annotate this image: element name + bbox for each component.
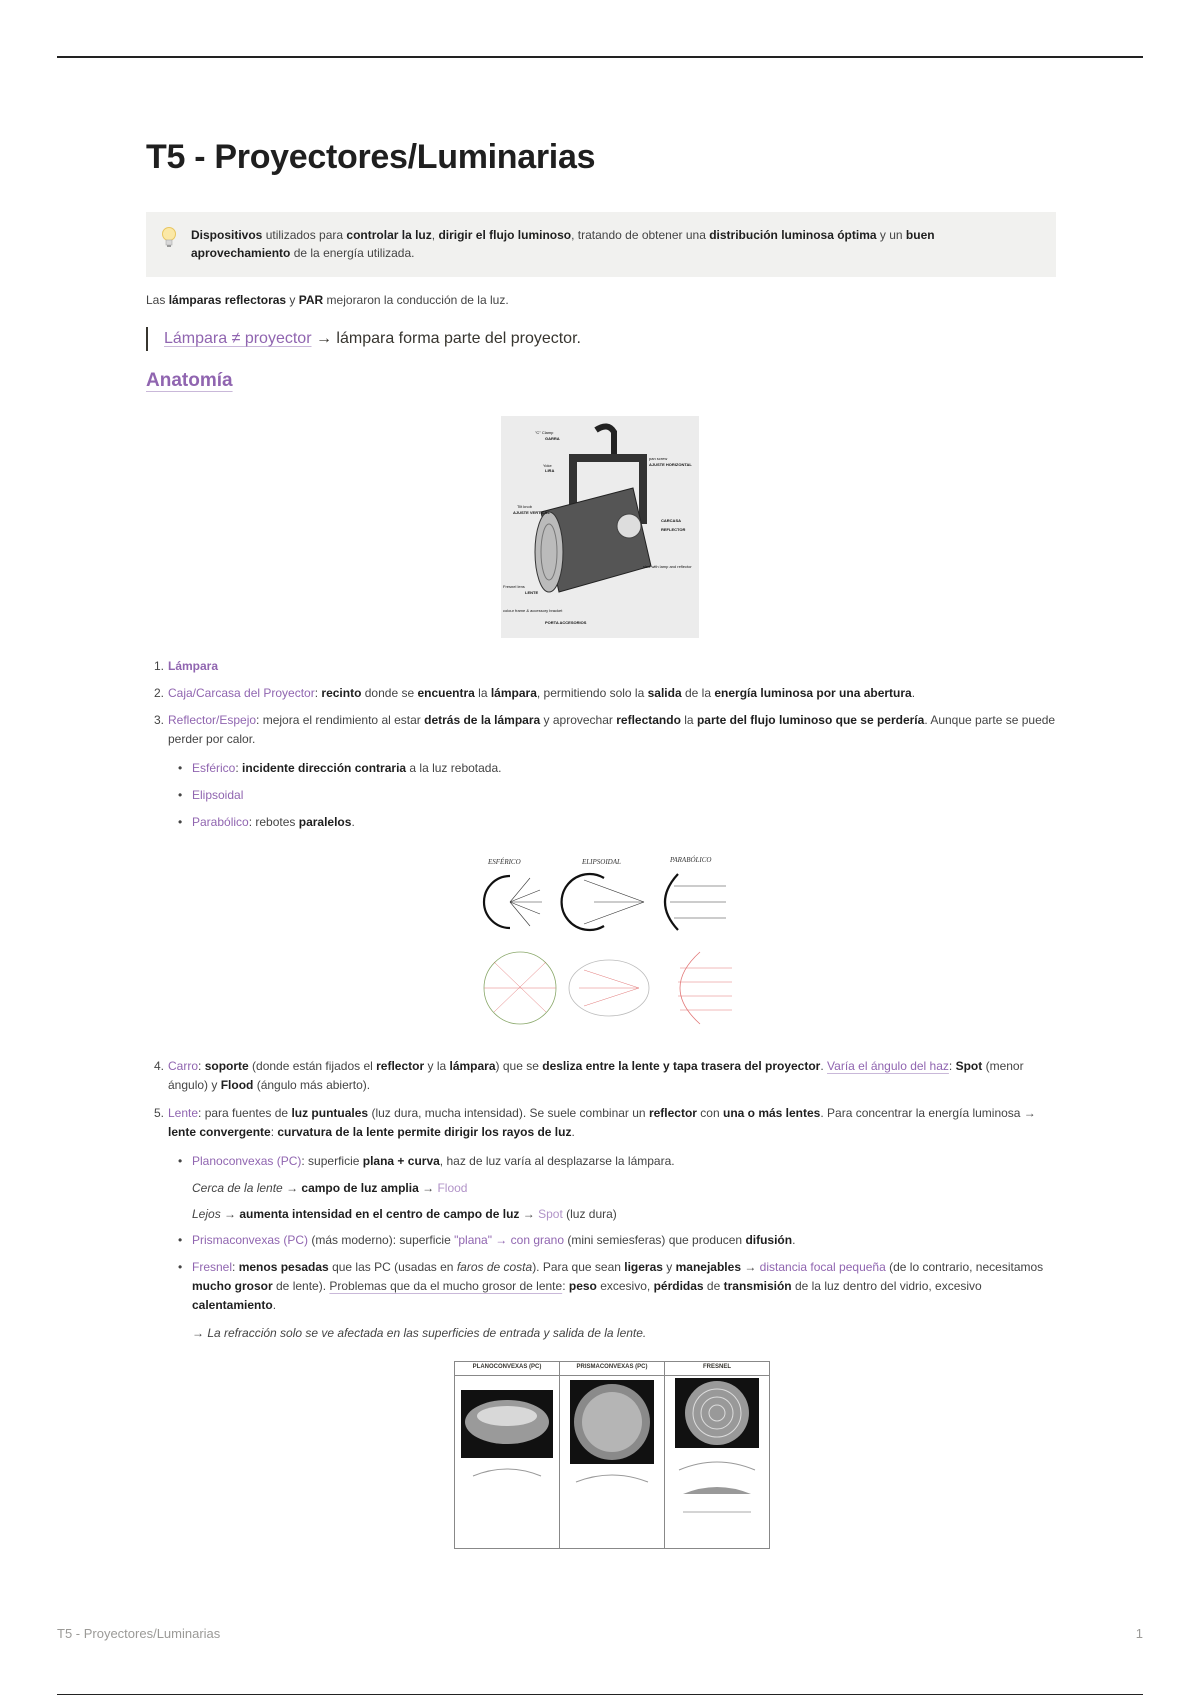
svg-text:AJUSTE HORIZONTAL: AJUSTE HORIZONTAL: [649, 462, 692, 467]
list-item: 1. Lámpara: [153, 659, 219, 673]
projector-anatomy-figure: [501, 416, 699, 638]
table-header: PRISMACONVEXAS (PC): [560, 1362, 665, 1376]
fig1-label: "C" Clamp: [535, 430, 554, 435]
svg-text:pan screw: pan screw: [649, 456, 668, 461]
table-header: FRESNEL: [665, 1362, 770, 1376]
svg-text:colour frame & accessory brack: colour frame & accessory bracket: [503, 608, 563, 613]
lens-pc-near: Cerca de la lente → campo de luz amplia → Flood: [192, 1181, 468, 1195]
list-item: 4. Carro: soporte (donde están fijados el reflector y la lámpara) que se desliza entre la lente y tapa trasera del proyector. Varía el ángulo del haz: Spot (menor ángulo) y Flood (ángulo más abierto).: [153, 1059, 1024, 1092]
lens-comparison-table: [454, 1361, 770, 1549]
svg-text:Yoke: Yoke: [543, 463, 552, 468]
lens-item-prism: • Prismaconvexas (PC) (más moderno): superficie "plana" → con grano (mini semiesferas) que producen difusión.: [178, 1233, 796, 1247]
quote-block: Lámpara ≠ proyector → lámpara forma parte del proyector.: [146, 327, 581, 351]
lens-note: → La refracción solo se ve afectada en las superficies de entrada y salida de la lente.: [192, 1326, 647, 1340]
callout: [146, 212, 1056, 277]
svg-text:Fresnel lens: Fresnel lens: [503, 584, 525, 589]
callout-text: Dispositivos utilizados para controlar la luz, dirigir el flujo luminoso, tratando de obtener una distribución luminosa óptima y un buen aprovechamiento de la energía utilizada.: [191, 228, 935, 260]
lens-image-prismconvex: [560, 1376, 665, 1549]
svg-text:CARCASA: CARCASA: [661, 518, 681, 523]
fig2-label-esferico: ESFÉRICO: [488, 858, 521, 866]
svg-text:AJUSTE VERTICAL: AJUSTE VERTICAL: [513, 510, 550, 515]
fig2-label-elipsoidal: ELIPSOIDAL: [582, 858, 621, 866]
top-rule: [57, 56, 1143, 58]
table-header: PLANOCONVEXAS (PC): [455, 1362, 560, 1376]
svg-text:GARRA: GARRA: [545, 436, 560, 441]
reflector-item: • Parabólico: rebotes paralelos.: [178, 815, 355, 829]
list-item: 3. Reflector/Espejo: mejora el rendimiento al estar detrás de la lámpara y aprovechar reflectando la parte del flujo luminoso que se perdería. Aunque parte se puede perder por calor.: [153, 713, 1056, 746]
quote-term: Lámpara ≠ proyector: [164, 330, 312, 347]
svg-text:PORTA ACCESORIOS: PORTA ACCESORIOS: [545, 620, 587, 625]
footer-title: T5 - Proyectores/Luminarias: [57, 1626, 221, 1641]
svg-text:sled with lamp and reflector: sled with lamp and reflector: [643, 564, 692, 569]
page-title: T5 - Proyectores/Luminarias: [146, 138, 596, 176]
lens-image-fresnel: [665, 1376, 770, 1549]
intro-paragraph: Las lámparas reflectoras y PAR mejoraron la conducción de la luz.: [146, 293, 509, 307]
svg-text:REFLECTOR: REFLECTOR: [661, 527, 686, 532]
reflector-types-figure: [474, 852, 736, 1034]
svg-text:Tilt knob: Tilt knob: [517, 504, 532, 509]
svg-text:LENTE: LENTE: [525, 590, 539, 595]
lens-item-fresnel: • Fresnel: menos pesadas que las PC (usadas en faros de costa). Para que sean ligeras y manejables → distancia focal pequeña (de lo contrario, necesitamos mucho grosor de lente). Problemas que da el mucho grosor de lente: peso excesivo, pérdidas de transmisión de la luz dentro del vidrio, excesivo calentamiento.: [178, 1260, 1044, 1312]
svg-text:LIRA: LIRA: [545, 468, 555, 473]
lens-item-pc: • Planoconvexas (PC): superficie plana + curva, haz de luz varía al desplazarse la lámpara.: [178, 1154, 675, 1168]
reflector-item: • Esférico: incidente dirección contraria a la luz rebotada.: [178, 761, 502, 775]
fig2-label-parabolico: PARABÓLICO: [670, 856, 712, 864]
list-item: 2. Caja/Carcasa del Proyector: recinto donde se encuentra la lámpara, permitiendo solo la salida de la energía luminosa por una abertura.: [153, 686, 916, 700]
lens-image-planoconvex: [455, 1376, 560, 1549]
lightbulb-icon: [160, 226, 178, 250]
list-item: 5. Lente: para fuentes de luz puntuales (luz dura, mucha intensidad). Se suele combinar un reflector con una o más lentes. Para concentrar la energía luminosa → lente convergente: curvatura de la lente permite dirigir los rayos de luz.: [153, 1106, 1036, 1139]
page-number: 1: [1135, 1626, 1143, 1641]
lens-pc-far: Lejos → aumenta intensidad en el centro de campo de luz → Spot (luz dura): [192, 1207, 617, 1221]
bottom-rule: [57, 1694, 1143, 1695]
section-heading-anatomia: Anatomía: [146, 370, 233, 391]
reflector-item: • Elipsoidal: [178, 788, 244, 802]
page-footer: [57, 1626, 1143, 1641]
